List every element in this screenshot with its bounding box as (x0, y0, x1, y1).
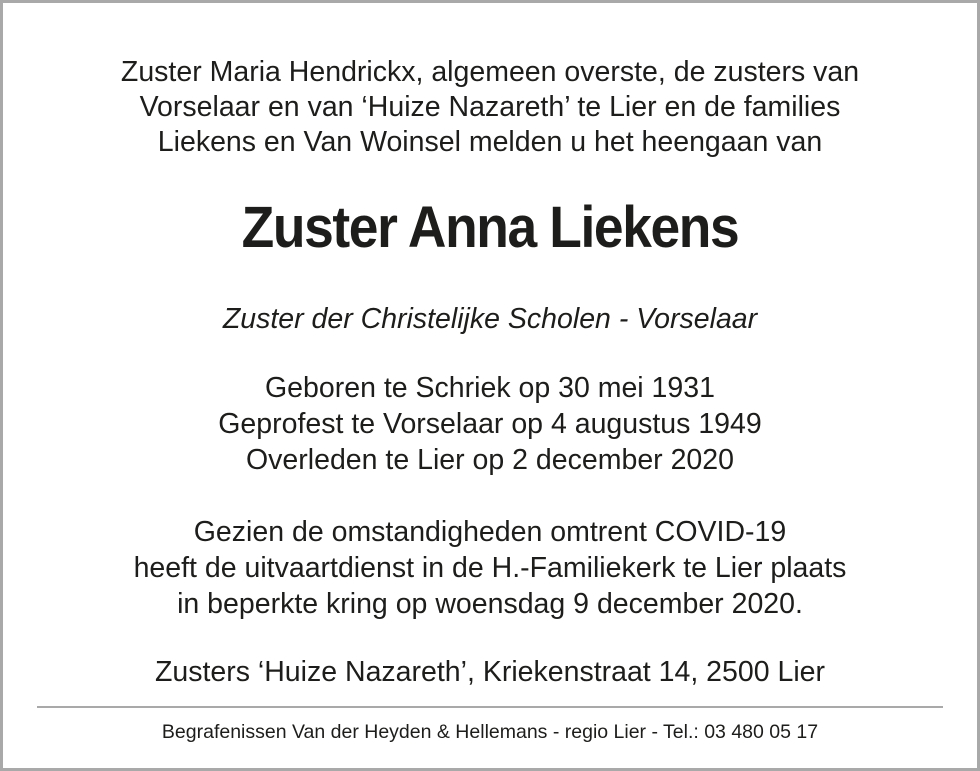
funeral-notice (3, 514, 977, 622)
intro-line-2: Vorselaar en van ‘Huize Nazareth’ te Lier en de families (139, 91, 841, 123)
religious-order: Zuster der Christelijke Scholen - Vorselaar (222, 303, 758, 335)
profession-line: Geprofest te Vorselaar op 4 augustus 1949 (218, 408, 762, 440)
announcement-intro (3, 55, 977, 160)
notice-line-1: Gezien de omstandigheden omtrent COVID-19 (193, 516, 787, 548)
funeral-director-footer: Begrafenissen Van der Heyden & Hellemans - regio Lier - Tel.: 03 480 05 17 (161, 721, 819, 743)
contact-address: Zusters ‘Huize Nazareth’, Kriekenstraat 14, 2500 Lier (154, 656, 826, 688)
deceased-name: Zuster Anna Liekens (241, 195, 739, 260)
life-dates (3, 370, 977, 478)
footer-divider (37, 706, 943, 708)
notice-line-2: heeft de uitvaartdienst in de H.-Familiekerk te Lier plaats (133, 552, 847, 584)
birth-line: Geboren te Schriek op 30 mei 1931 (265, 372, 715, 404)
intro-line-3: Liekens en Van Woinsel melden u het heengaan van (157, 126, 823, 158)
notice-line-3: in beperkte kring op woensdag 9 december 2020. (177, 588, 803, 620)
intro-line-1: Zuster Maria Hendrickx, algemeen overste, de zusters van (120, 56, 860, 88)
death-line: Overleden te Lier op 2 december 2020 (246, 444, 734, 476)
